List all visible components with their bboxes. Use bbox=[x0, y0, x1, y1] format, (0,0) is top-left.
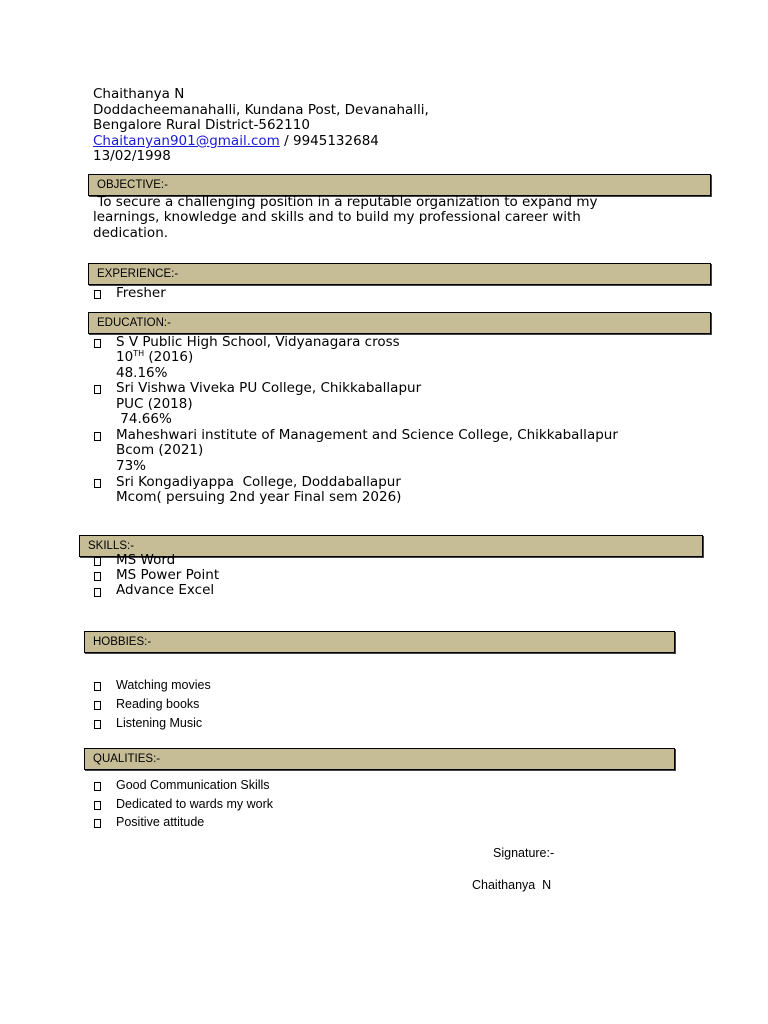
qualities-heading-bar bbox=[84, 748, 675, 770]
experience-heading: EXPERIENCE:- bbox=[97, 268, 179, 280]
objective-heading-bar bbox=[88, 174, 711, 196]
quality-item: Good Communication Skills bbox=[116, 778, 270, 792]
signature-name: Chaithanya N bbox=[472, 878, 552, 892]
objective-line-3: dedication. bbox=[93, 225, 169, 241]
bullet-icon bbox=[94, 682, 101, 691]
bullet-icon bbox=[94, 801, 101, 810]
hobby-item: Watching movies bbox=[116, 678, 211, 692]
education-course: 10TH (2016) bbox=[116, 349, 194, 365]
candidate-name: Chaithanya N bbox=[93, 86, 185, 102]
email-link[interactable]: Chaitanyan901@gmail.com bbox=[93, 133, 280, 149]
skill-item: MS Word bbox=[116, 552, 176, 568]
objective-line-2: learnings, knowledge and skills and to build my professional career with bbox=[93, 209, 581, 225]
objective-line-1: To secure a challenging position in a reputable organization to expand my bbox=[93, 194, 598, 210]
hobbies-heading-bar bbox=[84, 631, 675, 653]
bullet-icon bbox=[94, 588, 101, 597]
hobbies-heading: HOBBIES:- bbox=[93, 636, 152, 648]
skill-item: MS Power Point bbox=[116, 567, 220, 583]
bullet-icon bbox=[94, 432, 101, 441]
hobby-item: Listening Music bbox=[116, 716, 203, 730]
bullet-icon bbox=[94, 701, 101, 710]
qualities-heading: QUALITIES:- bbox=[93, 753, 161, 765]
objective-heading: OBJECTIVE:- bbox=[97, 179, 168, 191]
bullet-icon bbox=[94, 782, 101, 791]
bullet-icon bbox=[94, 572, 101, 581]
education-score: 74.66% bbox=[116, 411, 172, 427]
education-institution: S V Public High School, Vidyanagara cross bbox=[116, 334, 400, 350]
education-course: Bcom (2021) bbox=[116, 442, 204, 458]
bullet-icon bbox=[94, 819, 101, 828]
education-institution: Sri Vishwa Viveka PU College, Chikkaballapur bbox=[116, 380, 422, 396]
bullet-icon bbox=[94, 557, 101, 566]
bullet-icon bbox=[94, 479, 101, 488]
education-score: 73% bbox=[116, 458, 147, 474]
date-of-birth: 13/02/1998 bbox=[93, 148, 171, 164]
education-score: 48.16% bbox=[116, 365, 168, 381]
bullet-icon bbox=[94, 720, 101, 729]
bullet-icon bbox=[94, 290, 101, 299]
quality-item: Positive attitude bbox=[116, 815, 205, 829]
address-line-1: Doddacheemanahalli, Kundana Post, Devanahalli, bbox=[93, 102, 429, 118]
bullet-icon bbox=[94, 339, 101, 348]
skill-item: Advance Excel bbox=[116, 582, 215, 598]
phone-number: / 9945132684 bbox=[279, 133, 379, 149]
skills-heading: SKILLS:- bbox=[88, 540, 135, 552]
education-course: PUC (2018) bbox=[116, 396, 193, 412]
quality-item: Dedicated to wards my work bbox=[116, 797, 274, 811]
address-line-2: Bengalore Rural District-562110 bbox=[93, 117, 310, 133]
education-heading-bar bbox=[88, 312, 711, 334]
education-course: Mcom( persuing 2nd year Final sem 2026) bbox=[116, 489, 402, 505]
bullet-icon bbox=[94, 385, 101, 394]
experience-item: Fresher bbox=[116, 285, 166, 301]
education-institution: Sri Kongadiyappa College, Doddaballapur bbox=[116, 474, 401, 490]
education-heading: EDUCATION:- bbox=[97, 317, 171, 329]
education-institution: Maheshwari institute of Management and Science College, Chikkaballapur bbox=[116, 427, 618, 443]
hobby-item: Reading books bbox=[116, 697, 200, 711]
experience-heading-bar bbox=[88, 263, 711, 285]
signature-label: Signature:- bbox=[493, 846, 555, 860]
